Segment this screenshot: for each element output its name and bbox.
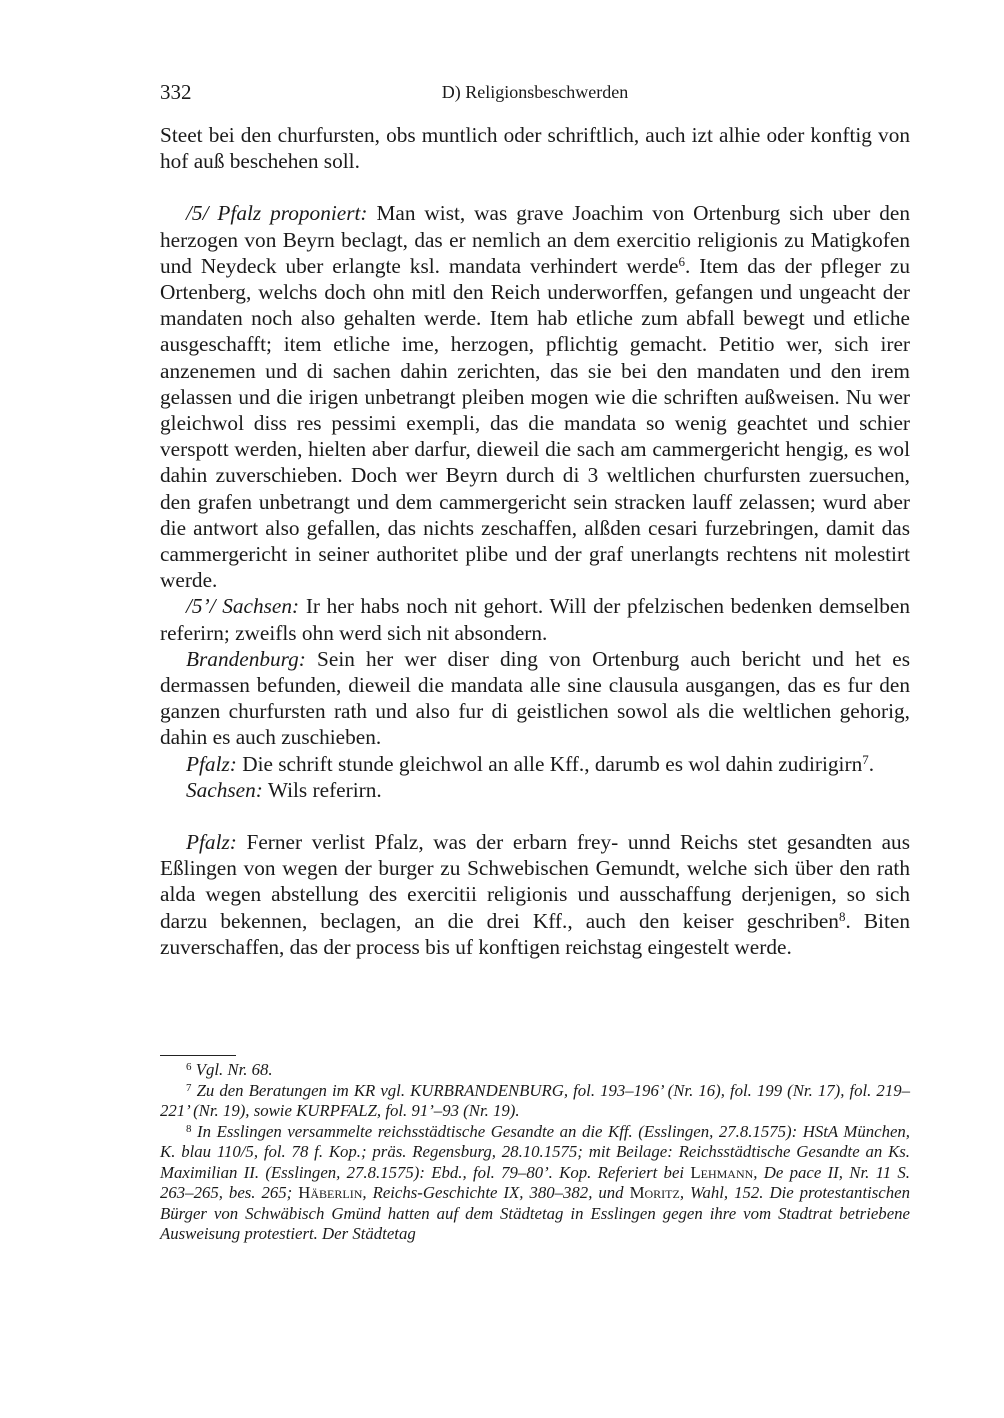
paragraph-text: . Biten zuverschaffen, das der process bis uf konftigen reichstag eingestelt werde.	[160, 908, 910, 959]
footnote-divider	[160, 1055, 236, 1056]
footnote-ref[interactable]: 6	[678, 253, 685, 269]
running-title: D) Religionsbeschwerden	[441, 82, 629, 102]
paragraph	[160, 829, 910, 960]
footnote-text: , Reichs-Geschichte IX, 380–382, und	[362, 1183, 630, 1202]
paragraph	[160, 777, 910, 803]
page-number: 332	[160, 80, 192, 104]
paragraph-text: Ir her habs noch nit gehort. Will der pfelzischen bedenken demselben referirn; zweifls ohn werd sich nit absondern.	[160, 594, 911, 645]
paragraph-text: Steet bei den churfursten, obs muntlich oder schriftlich, auch izt alhie oder konftig von hof auß beschehen soll.	[160, 123, 910, 174]
footnotes	[160, 1060, 910, 1245]
paragraph-text: Ferner verlist Pfalz, was der erbarn frey- unnd Reichs stet gesandten aus Eßlingen von wegen der burger zu Schwebischen Gemundt, welche sich über den rath alda wegen abstellung des exercitii religionis und ausschaffung derjenigen, so sich darzu bekennen, beclagen, an die drei Kff., auch den keiser geschriben	[160, 830, 910, 933]
speaker-label: Pfalz:	[186, 751, 237, 776]
footnote-text: Vgl. Nr. 68.	[195, 1060, 273, 1079]
footnote	[160, 1060, 910, 1081]
footnote-text: , De pace II, Nr. 11 S. 263–265, bes. 265;	[160, 1162, 911, 1202]
paragraph-text: Sein her wer diser ding von Ortenburg auch bericht und het es dermassen befunden, dieweil die mandata alle sine clausula ausgangen, das es fur den ganzen churfursten rath und also fur di geistlichen sowol als die weltlichen gehorig, dahin es auch zuschieben.	[160, 646, 910, 750]
speaker-label: Pfalz:	[186, 830, 237, 855]
paragraph	[160, 751, 910, 777]
speaker-label: Brandenburg:	[186, 646, 306, 671]
footnote-number: 7	[186, 1081, 192, 1094]
paragraph	[160, 200, 910, 593]
paragraph-text: . Item das der pfleger zu Ortenberg, welchs doch ohn mitl den Reich underworffen, gefangen und ungeacht der mandaten noch also gehalten werde. Item hab etliche zum abfall bewegt und etliche ausgeschafft; item etliche ime, herzogen, pflichtig gemacht. Petitio wer, sich irer anzenemen und di sachen dahin zerichten, das sie bei den mandaten und den irem gelassen und die irigen unbetrangt pleiben mogen wie die schriften außweisen. Nu wer gleichwol diss res pessimi exempli, das die mandata so wenig geachtet und schier verspott werden, hielten aber darfur, dieweil die sach am cammergericht hengig, es wol dahin zuverschieben. Doch wer Beyrn durch di 3 weltlichen churfursten zuersuchen, den grafen unbetrangt und dem cammergericht sein stracken lauff zelassen; wurd aber die antwort also gefallen, das nichts zeschaffen, alßden cesari furzebringen, damit das cammergericht in seiner authoritet plibe und der graf unerlangts rechtens nit molestirt werde.	[160, 253, 910, 593]
footnote-ref[interactable]: 8	[838, 908, 846, 924]
paragraph	[160, 122, 910, 174]
footnote	[160, 1081, 910, 1122]
footnote-ref[interactable]: 7	[862, 751, 869, 767]
author-name: Moritz	[629, 1183, 680, 1202]
speaker-label: /5’/ Sachsen:	[186, 594, 300, 619]
speaker-label: Sachsen:	[186, 777, 263, 802]
footnote-number: 6	[186, 1061, 192, 1073]
speaker-label: /5/ Pfalz proponiert:	[186, 201, 368, 226]
paragraph-text: Man wist, was grave Joachim von Ortenburg sich uber den herzogen von Beyrn beclagt, das er nemlich an dem exercitio religionis zu Matigkofen und Neydeck uber erlangte ksl. mandata verhindert werde	[160, 201, 910, 278]
main-text	[160, 122, 910, 960]
paragraph	[160, 593, 910, 645]
paragraph-text: Wils referirn.	[262, 777, 382, 802]
running-header	[160, 80, 910, 110]
footnote-text: In Esslingen versammelte reichsstädtische Gesandte an die Kff. (Esslingen, 27.8.1575): HStA München, K. blau 110/5, fol. 78 f. Kop.; präs. Regensburg, 28.10.1575; mit Beilage: Reichsstädtische Gesandte an Ks. Maximilian II. (Esslingen, 27.8.1575): Ebd., fol. 79–80’. Kop. Referiert bei	[160, 1121, 910, 1182]
footnote	[160, 1122, 910, 1245]
paragraph-text: .	[868, 751, 875, 776]
footnote-text: , Wahl, 152. Die protestantischen Bürger von Schwäbisch Gmünd hatten auf dem Städtetag in Esslingen gegen ihre vom Stadtrat betriebene Ausweisung protestiert. Der Städtetag	[160, 1183, 910, 1243]
footnote-number: 8	[186, 1122, 192, 1135]
footnote-text: Zu den Beratungen im KR vgl. KURBRANDENBURG, fol. 193–196’ (Nr. 16), fol. 199 (Nr. 17), fol. 219–221’ (Nr. 19), sowie KURPFALZ, fol. 91’–93 (Nr. 19).	[160, 1080, 910, 1120]
author-name: Häberlin	[298, 1183, 363, 1202]
paragraph-text: Die schrift stunde gleichwol an alle Kff., darumb es wol dahin zudirigirn	[236, 751, 863, 776]
paragraph	[160, 646, 910, 751]
author-name: Lehmann	[690, 1162, 754, 1182]
